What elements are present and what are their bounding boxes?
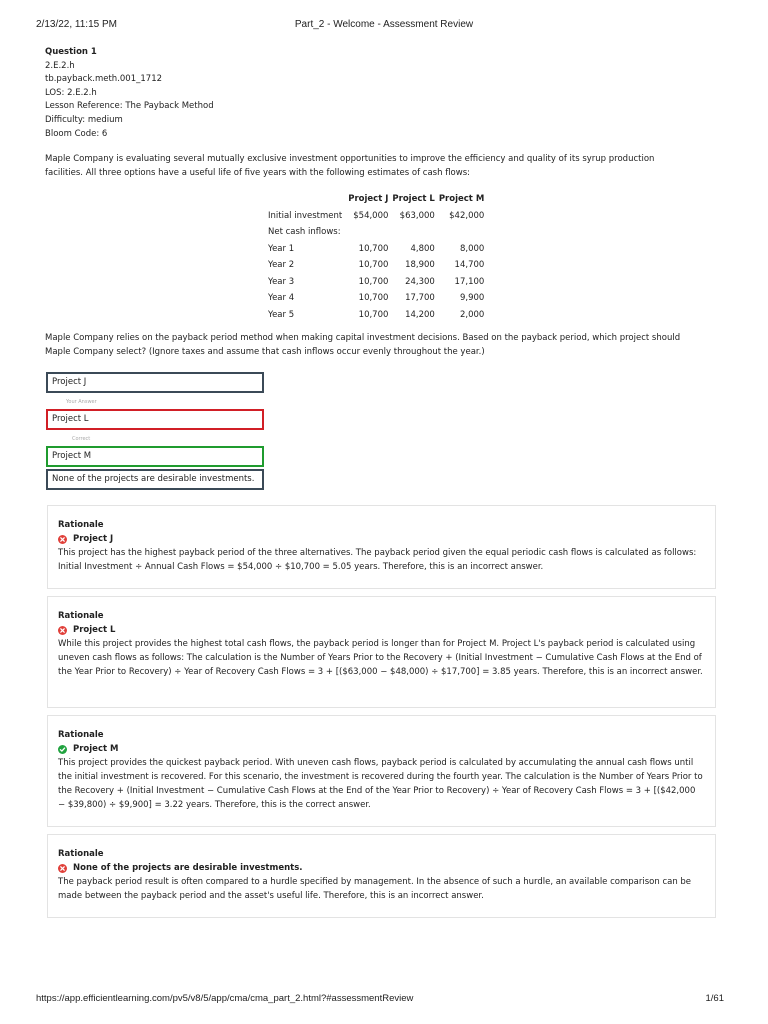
rationale-project-j [47, 505, 716, 589]
print-footer [36, 992, 732, 1006]
table-cell: 4,800 [410, 243, 435, 254]
answer-options [46, 372, 264, 490]
rationale-heading: Rationale [58, 730, 104, 740]
print-title: Part_2 - Welcome - Assessment Review [294, 19, 474, 30]
table-cell: 18,900 [405, 260, 435, 271]
table-cell: 10,700 [358, 260, 389, 271]
print-header [36, 18, 732, 32]
rationale-text: The payback period result is often compared to a hurdle specified by management. In the absence of such a hurdle, an available comparison can be made between the payback period and the asset's useful life. Therefore, this is an incorrect answer. [58, 877, 692, 901]
table-cell: Initial investment [268, 210, 343, 221]
rationale-option [58, 861, 705, 875]
table-row [266, 290, 486, 307]
table-cell: $42,000 [449, 210, 485, 221]
question-lesson: Lesson Reference: The Payback Method [45, 101, 214, 112]
answer-option-project-j[interactable]: Project J [46, 372, 264, 393]
table-row [266, 241, 486, 258]
table-cell: Year 5 [268, 309, 295, 320]
rationale-option-label: Project J [73, 534, 114, 544]
question-difficulty: Difficulty: medium [45, 114, 123, 125]
table-header-cell: Project J [348, 194, 389, 205]
rationale-option-label: Project M [73, 744, 119, 754]
your-answer-tag: Your Answer [66, 399, 97, 405]
x-circle-icon [58, 535, 67, 544]
question-title: Question 1 [45, 47, 97, 57]
rationale-text: While this project provides the highest total cash flows, the payback period is longer than for Project M. Project L's payback period is calculated using uneven cash flows as follows: The calculation is the Number of Years Prior to the Recovery + (Initial Investment − Cumulative Cash Flows at the End of the Year Prior to Recovery) ÷ Year of Recovery Cash Flows = 3 + [($63,000 − $48,000) ÷ $17,700] = 3.85 years. Therefore, this is an incorrect answer. [58, 639, 703, 677]
table-header-cell: Project L [392, 194, 435, 205]
table-cell: 14,200 [405, 309, 435, 320]
table-row [266, 274, 486, 291]
table-cell: 17,100 [454, 276, 485, 287]
rationale-text: This project provides the quickest payback period. With uneven cash flows, payback period is calculated by accumulating the annual cash flows until the initial investment is recovered. For this scenario, the investment is recovered during the fourth year. The calculation is the Number of Years Prior to the Recovery + (Initial Investment − Cumulative Cash Flows at the End of the Year Prior to Recovery) ÷ Year of Recovery Cash Flows = 3 + [($42,000 − $39,800) ÷ $9,900] = 3.22 years. Therefore, this is the correct answer. [58, 758, 703, 810]
rationale-heading: Rationale [58, 520, 104, 530]
rationale-option [58, 532, 705, 546]
question-code: 2.E.2.h [45, 60, 75, 71]
table-cell: 9,900 [459, 293, 485, 304]
table-cell: Year 4 [268, 293, 295, 304]
table-row [266, 257, 486, 274]
correct-tag: Correct [72, 436, 91, 442]
table-cell: Year 1 [268, 243, 295, 254]
table-header-row [266, 191, 486, 208]
question-bloom: Bloom Code: 6 [45, 128, 108, 139]
rationale-project-m [47, 715, 716, 827]
table-cell: $54,000 [353, 210, 389, 221]
rationale-project-l [47, 596, 716, 708]
table-cell: 24,300 [405, 276, 435, 287]
check-circle-icon [58, 745, 67, 754]
table-row [266, 307, 486, 324]
answer-option-project-m[interactable]: Project M [46, 446, 264, 467]
cash-flow-table [266, 191, 486, 323]
answer-option-project-l[interactable]: Project L [46, 409, 264, 430]
rationale-option [58, 623, 705, 637]
rationale-none [47, 834, 716, 918]
rationale-text: This project has the highest payback period of the three alternatives. The payback period given the equal periodic cash flows is calculated as follows: Initial Investment ÷ Annual Cash Flows = $54,000 ÷ $10,700 = 5.05 years. Therefore, this is an incorrect answer. [58, 548, 697, 572]
table-cell: $63,000 [399, 210, 435, 221]
table-cell: Year 3 [268, 276, 295, 287]
table-cell: 10,700 [358, 293, 389, 304]
table-row [266, 208, 486, 225]
question-intro: Maple Company is evaluating several mutually exclusive investment opportunities to improve the efficiency and quality of its syrup production facilities. All three options have a useful life of five years with the following estimates of cash flows: [45, 154, 655, 178]
question-los: LOS: 2.E.2.h [45, 87, 97, 98]
x-circle-icon [58, 864, 67, 873]
question-tb-id: tb.payback.meth.001_1712 [45, 74, 163, 85]
x-circle-icon [58, 626, 67, 635]
table-cell: 10,700 [358, 309, 389, 320]
table-cell: 10,700 [358, 276, 389, 287]
table-cell: 8,000 [459, 243, 485, 254]
rationale-option-label: None of the projects are desirable investments. [73, 863, 303, 873]
table-cell: Year 2 [268, 260, 295, 271]
print-url[interactable]: https://app.efficientlearning.com/pv5/v8/5/app/cma/cma_part_2.html?#assessmentReview [36, 993, 414, 1004]
rationale-option-label: Project L [73, 625, 116, 635]
page-number: 1/61 [705, 993, 724, 1004]
rationale-option [58, 742, 705, 756]
table-cell: 17,700 [405, 293, 435, 304]
table-row [266, 224, 486, 241]
question-prompt: Maple Company relies on the payback period method when making capital investment decisions. Based on the payback period, which project should Maple Company select? (Ignore taxes and assume that cash inflows occur evenly throughout the year.) [45, 333, 681, 357]
table-cell: Net cash inflows: [268, 227, 341, 238]
table-header-cell: Project M [438, 194, 485, 205]
table-cell: 2,000 [459, 309, 485, 320]
table-cell: 10,700 [358, 243, 389, 254]
answer-option-none[interactable]: None of the projects are desirable investments. [46, 469, 264, 490]
print-datetime: 2/13/22, 11:15 PM [36, 19, 117, 30]
rationale-heading: Rationale [58, 611, 104, 621]
table-header-cell [266, 191, 346, 208]
rationale-heading: Rationale [58, 849, 104, 859]
question-meta [45, 46, 214, 141]
table-cell: 14,700 [454, 260, 485, 271]
